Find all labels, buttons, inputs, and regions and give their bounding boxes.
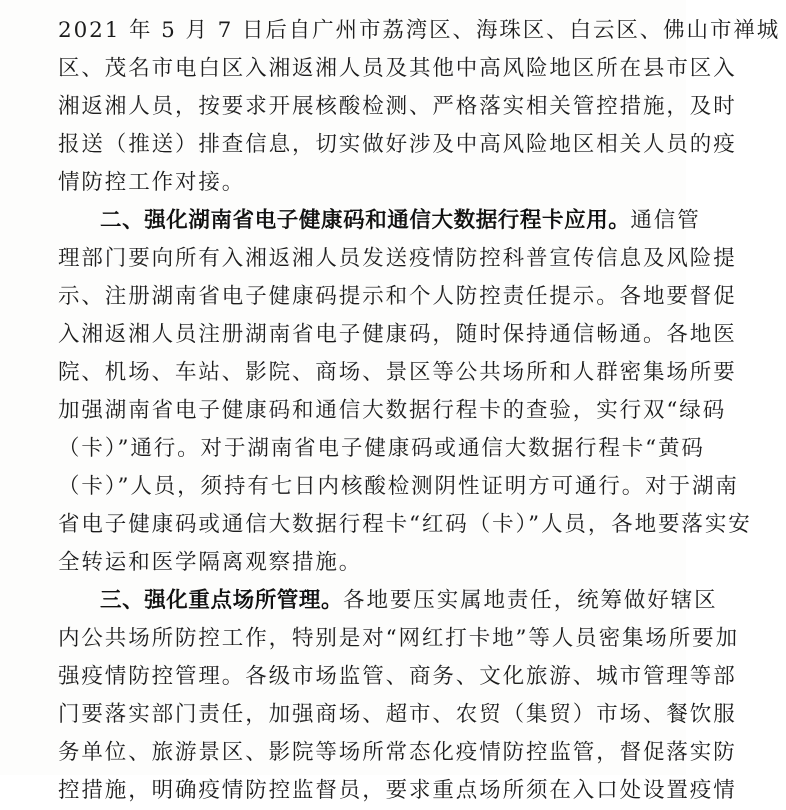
section-heading-3: 三、强化重点场所管理。 [100, 588, 344, 613]
p2-line: （卡）”人员，须持有七日内核酸检测阴性证明方可通行。对于湖南 [58, 474, 739, 499]
p2-first-line-text: 通信管 [630, 208, 701, 233]
p3-line: 控措施，明确疫情防控监督员，要求重点场所须在入口处设置疫情 [58, 778, 737, 803]
p2-first-line [0, 202, 786, 240]
p2-line: （卡）”通行。对于湖南省电子健康码或通信大数据行程卡“黄码 [58, 436, 705, 461]
p2-line: 省电子健康码或通信大数据行程卡“红码（卡）”人员，各地要落实安 [58, 512, 752, 537]
p2-line: 院、机场、车站、影院、商场、景区等公共场所和人群密集场所要 [58, 360, 737, 385]
p1-line: 2021 年 5 月 7 日后自广州市荔湾区、海珠区、白云区、佛山市禅城 [58, 18, 781, 43]
p1-line: 情防控工作对接。 [58, 170, 246, 195]
p3-line: 内公共场所防控工作，特别是对“网红打卡地”等人员密集场所要加 [58, 626, 739, 651]
p3-line: 务单位、旅游景区、影院等场所常态化疫情防控监管，督促落实防 [58, 740, 737, 765]
p2-line: 加强湖南省电子健康码和通信大数据行程卡的查验，实行双“绿码 [58, 398, 727, 423]
p3-first-line-text: 各地要压实属地责任，统筹做好辖区 [343, 588, 718, 613]
p1-line: 湘返湘人员，按要求开展核酸检测、严格落实相关管控措施，及时 [58, 94, 737, 119]
p2-line: 示、注册湖南省电子健康码提示和个人防控责任提示。各地要督促 [58, 284, 737, 309]
p2-line: 全转运和医学隔离观察措施。 [58, 550, 363, 575]
p1-line: 区、茂名市电白区入湘返湘人员及其他中高风险地区所在县市区入 [58, 56, 737, 81]
p3-line: 门要落实部门责任，加强商场、超市、农贸（集贸）市场、餐饮服 [58, 702, 737, 727]
p2-line: 理部门要向所有入湘返湘人员发送疫情防控科普宣传信息及风险提 [58, 246, 737, 271]
p3-line: 强疫情防控管理。各级市场监管、商务、文化旅游、城市管理等部 [58, 664, 737, 689]
p2-line: 入湘返湘人员注册湖南省电子健康码，随时保持通信畅通。各地医 [58, 322, 737, 347]
section-heading-2: 二、强化湖南省电子健康码和通信大数据行程卡应用。 [100, 208, 631, 233]
p1-line: 报送（推送）排查信息，切实做好涉及中高风险地区相关人员的疫 [58, 132, 737, 157]
p3-first-line [0, 582, 786, 620]
